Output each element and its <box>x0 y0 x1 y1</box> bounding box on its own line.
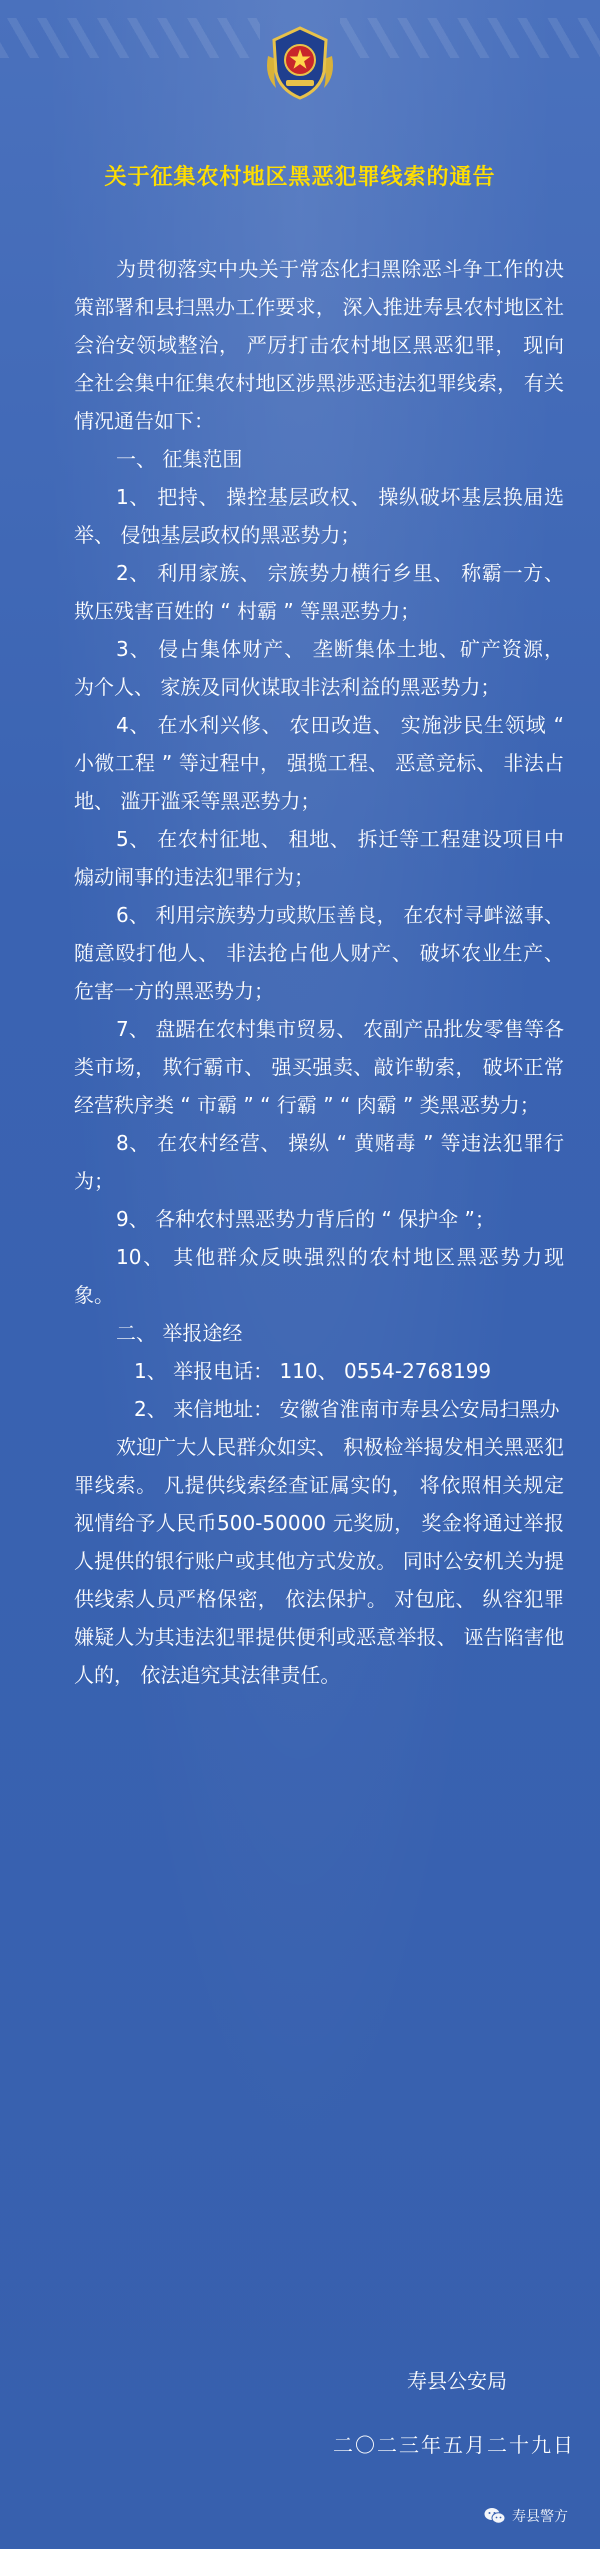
list-item: 9、 各种农村黑恶势力背后的 “ 保护伞 ”； <box>116 1207 495 1231</box>
signature-org: 寿县公安局 <box>407 2369 507 2393</box>
list-item: 1、 把持、 操控基层政权、 操纵破坏基层换届选举、 侵蚀基层政权的黑恶势力； <box>74 485 564 547</box>
paragraph: 为贯彻落实中央关于常态化扫黑除恶斗争工作的决策部署和县扫黑办工作要求， 深入推进寿县农村地区社会治安领域整治， 严厉打击农村地区黑恶犯罪， 现向全社会集中征集农村地区涉黑涉恶违法犯罪线索， 有关情况通告如下： <box>74 257 564 433</box>
list-item: 3、 侵占集体财产、 垄断集体土地、矿产资源， 为个人、 家族及同伙谋取非法利益的黑恶势力； <box>74 637 564 699</box>
watermark-text: 寿县警方 <box>512 2509 568 2525</box>
section-heading-collection-scope: 一、 征集范围 <box>116 447 243 471</box>
report-address: 2、 来信地址： 安徽省淮南市寿县公安局扫黑办 <box>134 1397 560 1421</box>
police-emblem-icon <box>262 22 338 102</box>
list-item: 5、 在农村征地、 租地、 拆迁等工程建设项目中煽动闹事的违法犯罪行为； <box>74 827 564 889</box>
signature-date: 二〇二三年五月二十九日 <box>333 2433 575 2457</box>
wechat-icon <box>484 2507 506 2525</box>
list-item: 7、 盘踞在农村集市贸易、 农副产品批发零售等各类市场， 欺行霸市、 强买强卖、敲诈勒索， 破坏正常经营秩序类 “ 市霸 ” “ 行霸 ” “ 肉霸 ” 类黑恶势力； <box>74 1017 564 1117</box>
list-item: 2、 利用家族、 宗族势力横行乡里、 称霸一方、 欺压残害百姓的 “ 村霸 ” 等黑恶势力； <box>74 561 564 623</box>
wechat-watermark <box>484 2506 568 2526</box>
report-phone: 1、 举报电话： 110、 0554-2768199 <box>134 1359 492 1383</box>
list-item: 10、 其他群众反映强烈的农村地区黑恶势力现象。 <box>74 1245 564 1307</box>
notice-body <box>74 250 564 1694</box>
list-item: 6、 利用宗族势力或欺压善良， 在农村寻衅滋事、 随意殴打他人、 非法抢占他人财产、 破坏农业生产、 危害一方的黑恶势力； <box>74 903 564 1003</box>
notice-title: 关于征集农村地区黑恶犯罪线索的通告 <box>104 165 496 190</box>
list-item: 4、 在水利兴修、 农田改造、 实施涉民生领域 “ 小微工程 ” 等过程中， 强揽工程、 恶意竞标、 非法占地、 滥开滥采等黑恶势力； <box>74 713 564 813</box>
list-item: 8、 在农村经营、 操纵 “ 黄赌毒 ” 等违法犯罪行为； <box>74 1131 564 1193</box>
reward-paragraph: 欢迎广大人民群众如实、 积极检举揭发相关黑恶犯罪线索。 凡提供线索经查证属实的， 将依照相关规定视情给予人民币500-50000 元奖励， 奖金将通过举报人提供的银行账户或其他方式发放。 同时公安机关为提供线索人员严格保密， 依法保护。 对包庇、 纵容犯罪嫌疑人为其违法犯罪提供便利或恶意举报、 诬告陷害他人的， 依法追究其法律责任。 <box>74 1435 564 1687</box>
section-heading-report-channels: 二、 举报途经 <box>116 1321 243 1345</box>
